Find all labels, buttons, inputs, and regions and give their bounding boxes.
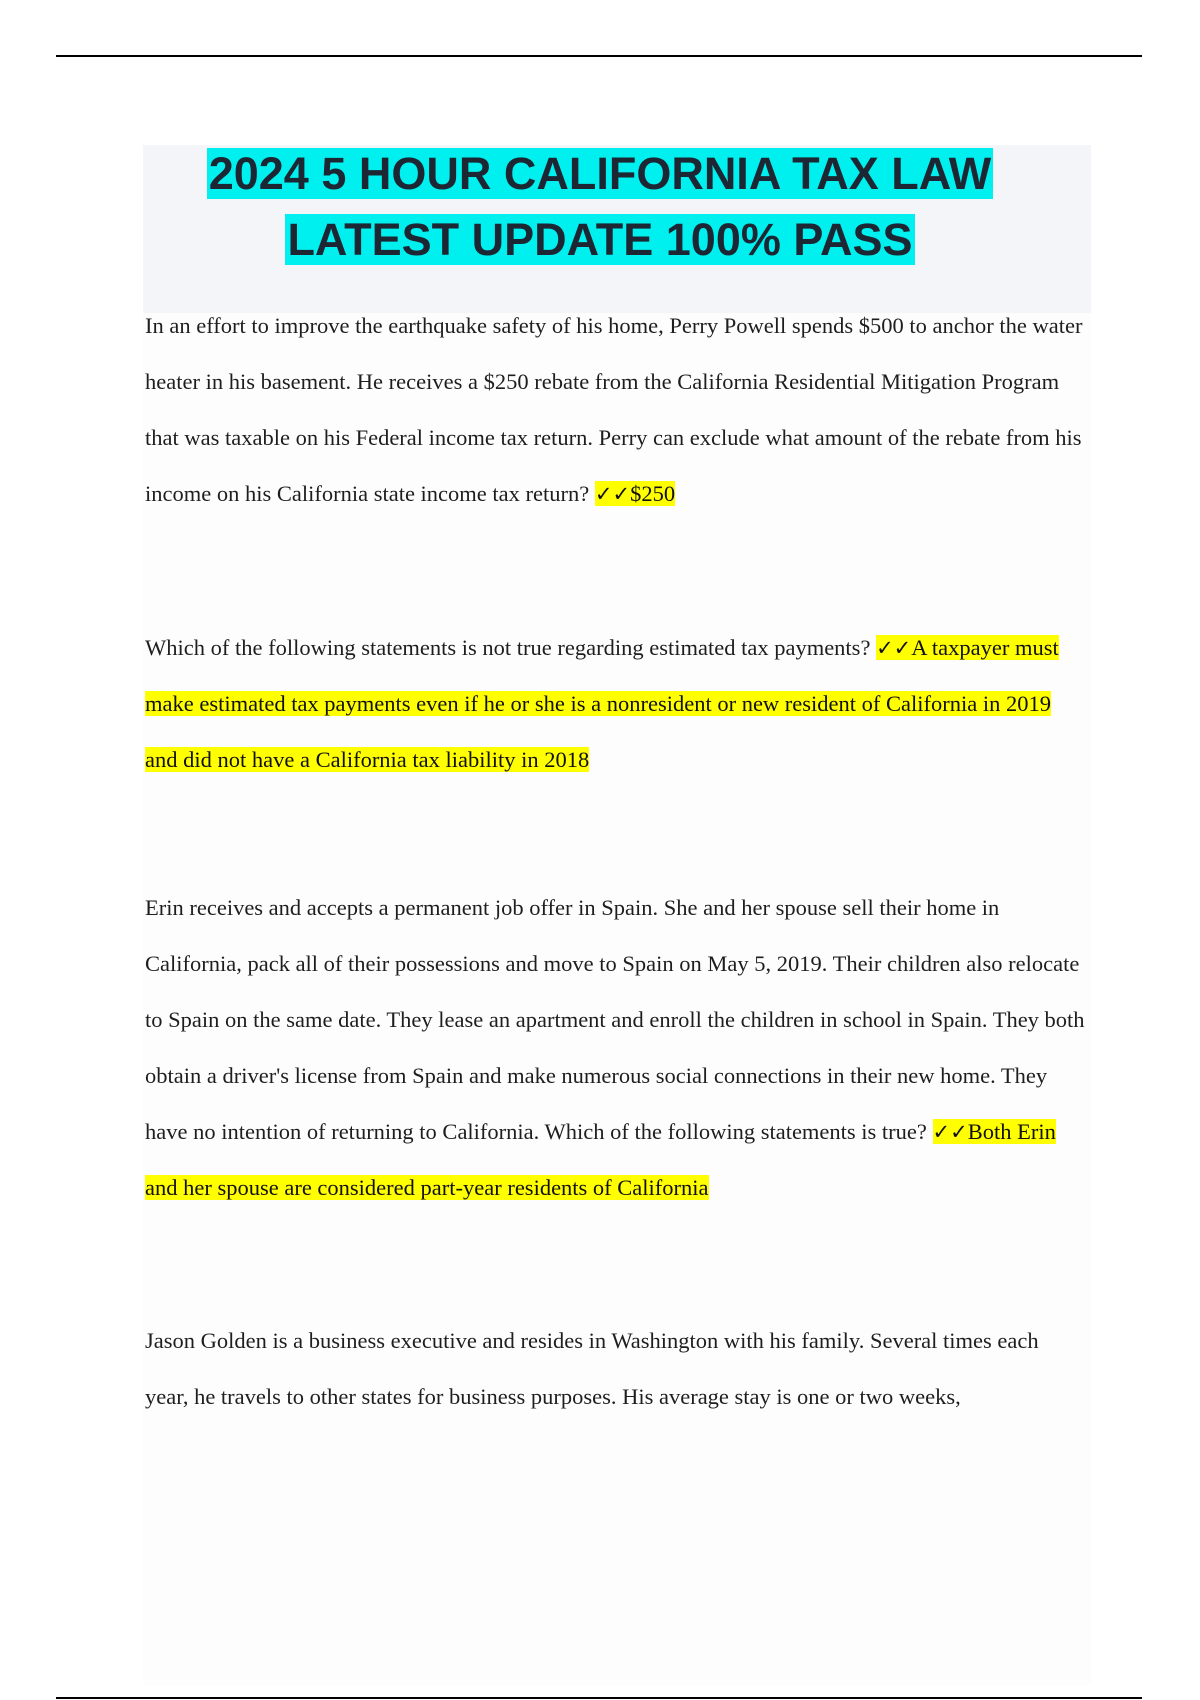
double-check-icon: ✓✓ [932, 1120, 968, 1144]
question-block-3 [145, 880, 1085, 1216]
answer-text: A taxpayer must make estimated tax payments even if he or she is a nonresident or new resident of California in 2019 and did not have a California tax liability in 2018 [145, 635, 1059, 772]
answer-text: Both Erin and her spouse are considered part-year residents of California [145, 1119, 1056, 1200]
question-block-1 [145, 298, 1085, 522]
double-check-icon: ✓✓ [594, 482, 631, 506]
title-line-2: LATEST UPDATE 100% PASS [287, 214, 913, 265]
question-block-2 [145, 620, 1085, 788]
document-title [0, 146, 1200, 278]
top-rule [56, 55, 1142, 57]
bottom-rule [56, 1697, 1142, 1699]
question-text: Erin receives and accepts a permanent job offer in Spain. She and her spouse sell their home in California, pack all of their possessions and move to Spain on May 5, 2019. Their children also relocate to Spain on the same date. They lease an apartment and enroll the children in school in Spain. They both obtain a driver's license from Spain and make numerous social connections in their new home. They have no intention of returning to California. Which of the following statements is true? [145, 895, 1085, 1144]
question-text: Jason Golden is a business executive and resides in Washington with his family. Several times each year, he travels to other states for business purposes. His average stay is one or two weeks, [145, 1328, 1039, 1409]
question-text: In an effort to improve the earthquake safety of his home, Perry Powell spends $500 to anchor the water heater in his basement. He receives a $250 rebate from the California Residential Mitigation Program that was taxable on his Federal income tax return. Perry can exclude what amount of the rebate from his income on his California state income tax return? [145, 313, 1083, 506]
question-text: Which of the following statements is not true regarding estimated tax payments? [145, 635, 871, 660]
question-block-4 [145, 1313, 1085, 1425]
answer-highlight [595, 481, 675, 506]
double-check-icon: ✓✓ [876, 636, 912, 660]
title-line-1: 2024 5 HOUR CALIFORNIA TAX LAW [208, 148, 992, 199]
answer-text: $250 [630, 481, 676, 506]
